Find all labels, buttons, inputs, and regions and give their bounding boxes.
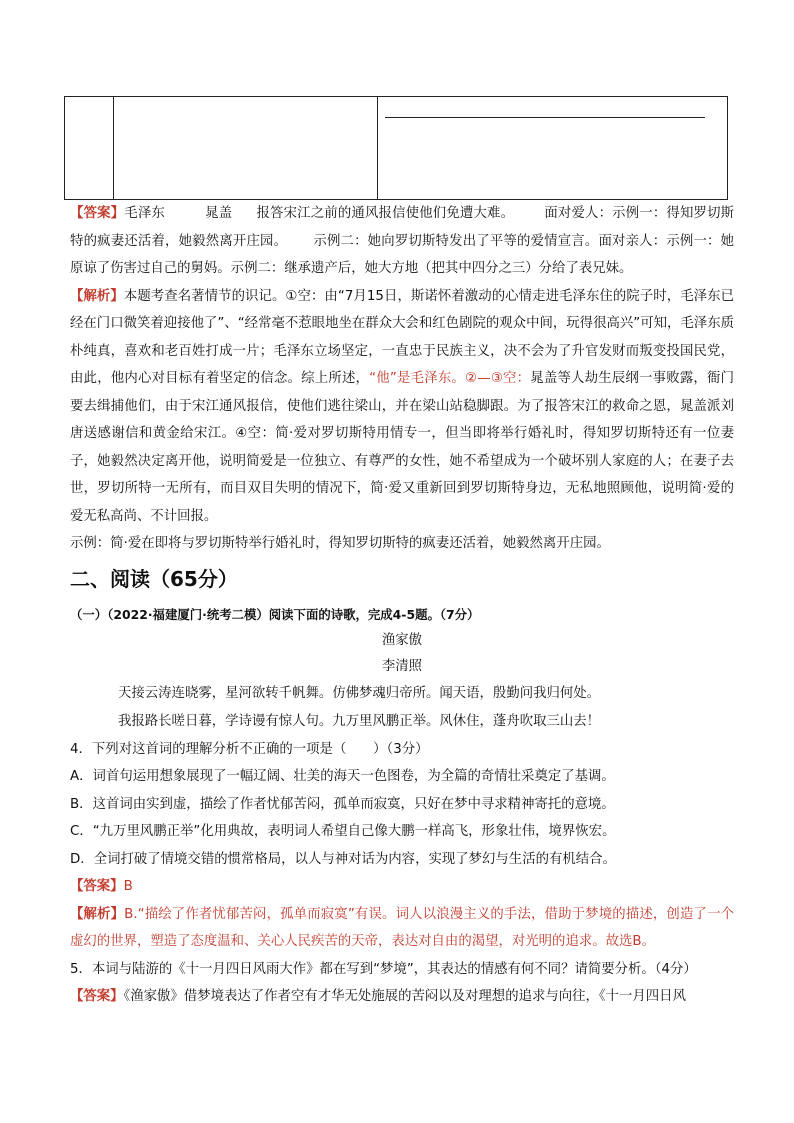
question-4-option-d: D．全词打破了情境交错的惯常格局，以人与神对话为内容，实现了梦幻与生活的有机结合。	[70, 851, 616, 867]
table-divider	[377, 97, 378, 199]
analysis-block-1: 【解析】本题考查名著情节的识记。①空：由“7月15日，斯诺怀着激动的心情走进毛泽东住的院子时，毛泽东已经在门口微笑着迎接他了”、“经常毫不惹眼地坐在群众大会和红色剧院的观众中间，玩得很高兴”可知，毛泽东质朴纯真，喜欢和老百姓打成一片；毛泽东立场坚定，一直忠于民族主义，决不会为了升官发财而叛变投国民党，由此，他内心对目标有着坚定的信念。综上所述，“他”是毛泽东。②—③空：晁盖等人劫生辰纲一事败露，衙门要去缉捕他们，由于宋江通风报信，使他们逃往梁山，并在梁山站稳脚跟。为了报答宋江的救命之恩，晁盖派刘唐送感谢信和黄金给宋江。④空：简·爱对罗切斯特用情专一，但当即将举行婚礼时，得知罗切斯特还有一位妻子，她毅然决定离开他，说明简爱是一位独立、有尊严的女性，她不希望成为一个破坏别人家庭的人；在妻子去世，罗切所特一无所有，而目双目失明的情况下，简·爱又重新回到罗切斯特身边，无私地照顾他，说明简·爱的爱无私高尚、不计回报。	[70, 288, 735, 524]
question-4-stem: 4．下列对这首词的理解分析不正确的一项是（ ）（3分）	[70, 741, 429, 757]
question-5-answer: 【答案】《渔家傲》借梦境表达了作者空有才华无处施展的苦闷以及对理想的追求与向往，《十一月四日风	[70, 989, 686, 1004]
poem-title: 渔家傲	[381, 632, 423, 648]
part-intro: （一）（2022·福建厦门·统考二模）阅读下面的诗歌，完成4-5题。（7分）	[70, 606, 480, 622]
main-content	[70, 200, 734, 1011]
section-title: 二、阅读（65分）	[70, 566, 238, 591]
question-4-option-a: A．词首句运用想象展现了一幅辽阔、壮美的海天一色图卷，为全篇的奇情壮采奠定了基调。	[70, 769, 615, 784]
question-4-answer: 【答案】B	[70, 879, 133, 894]
answer-table-fragment	[64, 96, 728, 200]
table-divider	[113, 97, 114, 199]
poem-author: 李清照	[381, 658, 423, 674]
poem-line-1: 天接云涛连晓雾，星河欲转千帆舞。仿佛梦魂归帝所。闻天语，殷勤问我归何处。	[118, 685, 601, 701]
analysis-tag: 【解析】	[70, 288, 124, 304]
question-4-option-c: C．“九万里风鹏正举”化用典故，表明词人希望自己像大鹏一样高飞，形象壮伟，境界恢宏。	[70, 824, 616, 839]
question-4-option-b: B．这首词由实到虚，描绘了作者忧郁苦闷，孤单而寂寞，只好在梦中寻求精神寄托的意境。	[70, 796, 615, 812]
question-5-stem: 5．本词与陆游的《十一月四日风雨大作》都在写到“梦境”，其表达的情感有何不同？请简要分析。（4分）	[70, 961, 697, 977]
question-4-analysis: 【解析】B.“描绘了作者忧郁苦闷，孤单而寂寞”有误。词人以浪漫主义的手法，借助于梦境的描述，创造了一个虚幻的世界，塑造了态度温和、关心人民疾苦的天帝，表达对自由的渴望，对光明的追求。故选B。	[70, 906, 734, 949]
poem-line-2: 我报路长嗟日暮，学诗谩有惊人句。九万里风鹏正举。风休住，蓬舟吹取三山去！	[118, 713, 601, 729]
answer-block-1: 【答案】毛泽东 晁盖 报答宋江之前的通风报信使他们免遭大难。 面对爱人：示例一：得知罗切斯特的疯妻还活着，她毅然离开庄园。 示例二：她向罗切斯特发出了平等的爱情宣言。面对亲人：示例一：她原谅了伤害过自己的舅妈。示例二：继承遗产后，她大方地（把其中四分之三）分给了表兄妹。	[70, 206, 735, 276]
answer-tag: 【答案】	[70, 206, 125, 221]
answer-blank-line	[385, 117, 705, 118]
analysis-example: 示例：简·爱在即将与罗切斯特举行婚礼时，得知罗切斯特的疯妻还活着，她毅然离开庄园。	[70, 536, 610, 551]
